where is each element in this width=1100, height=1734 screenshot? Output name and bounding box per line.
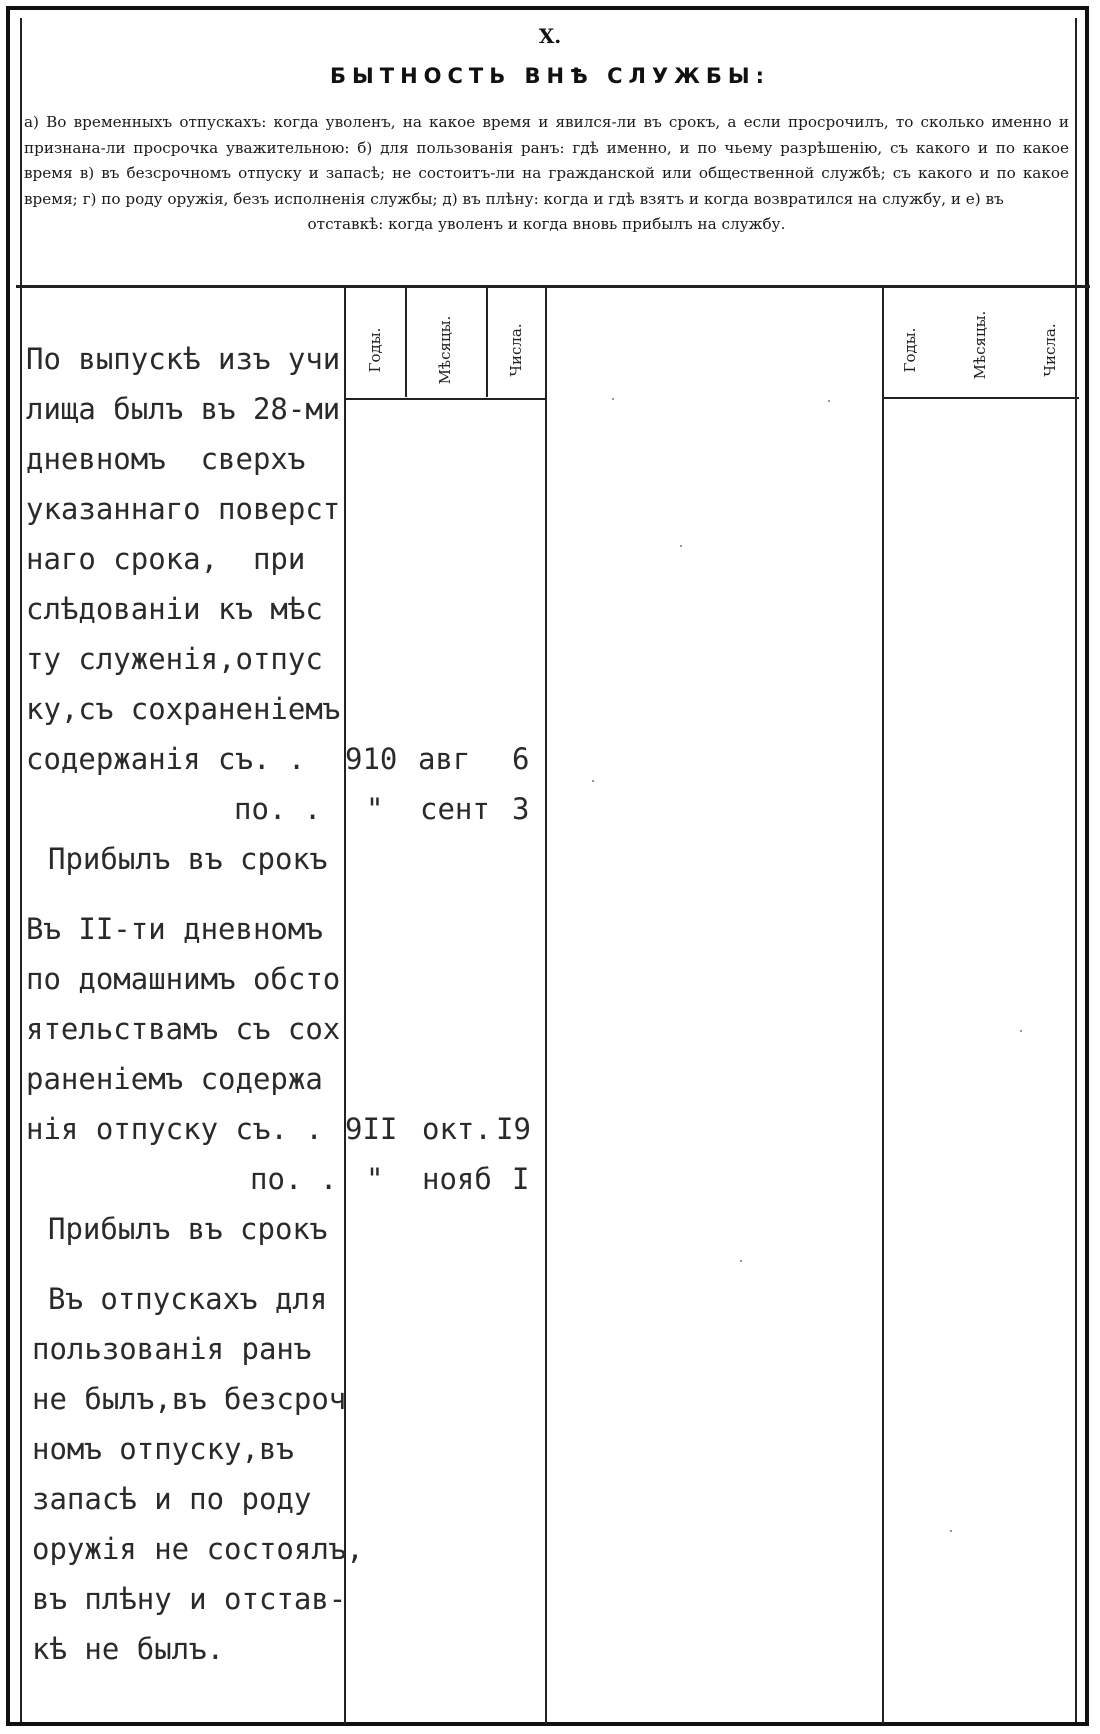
left-col-divider-3	[486, 287, 488, 397]
entry-2-to-year: "	[366, 1162, 384, 1196]
section-number: X.	[538, 24, 562, 48]
entry-1-line-5: наго срока, при	[26, 542, 306, 576]
section-title: БЫТНОСТЬ ВНѢ СЛУЖБЫ:	[329, 64, 771, 88]
entry-1-line-3: дневномъ сверхъ	[26, 442, 306, 476]
entry-3-line-3: не былъ,въ безсроч	[32, 1382, 347, 1416]
entry-2-from-month: окт.	[422, 1112, 492, 1146]
entry-3-line-4: номъ отпуску,въ	[32, 1432, 294, 1466]
entry-1-from-day: 6	[512, 742, 530, 776]
col-days-left: Числа.	[507, 323, 525, 377]
entry-2-line-2: по домашнимъ обсто	[26, 962, 341, 996]
entry-1-from-month: авг	[418, 742, 471, 776]
entry-3-line-1: Въ отпускахъ для	[48, 1282, 328, 1316]
entry-2-arrived: Прибылъ въ срокъ	[48, 1212, 328, 1246]
scan-speck	[592, 780, 594, 782]
entry-1-to-label: по. .	[234, 792, 322, 826]
entry-2-from-day: I9	[496, 1112, 531, 1146]
entry-1-line-7: ту служенія,отпус	[26, 642, 323, 676]
left-col-divider-1	[344, 287, 346, 1724]
scan-speck	[1020, 1030, 1022, 1032]
entry-1-line-2: лища былъ въ 28-ми	[26, 392, 341, 426]
header-divider	[16, 285, 1090, 288]
col-days-right: Числа.	[1041, 323, 1059, 377]
entry-2-to-day: I	[512, 1162, 530, 1196]
entry-1-to-day: 3	[512, 792, 530, 826]
entry-1-line-6: слѣдованіи къ мѣс	[26, 592, 323, 626]
left-col-divider-2	[405, 287, 407, 397]
entry-1-line-8: ку,съ сохраненіемъ	[26, 692, 341, 726]
right-col-divider-1	[882, 287, 884, 1724]
col-years-right: Годы.	[901, 327, 919, 373]
entry-3-line-7: въ плѣну и отстав-	[32, 1582, 347, 1616]
right-head-underline	[882, 397, 1079, 399]
entry-2-line-4: раненіемъ содержа	[26, 1062, 323, 1096]
scan-speck	[740, 1260, 742, 1262]
instructions-text	[24, 110, 1069, 238]
entry-3-line-2: пользованія ранъ	[32, 1332, 312, 1366]
instructions-body: а) Во временныхъ отпускахъ: когда уволенъ, на какое время и явился-ли въ срокъ, а если просрочилъ, то сколько именно и признана-ли просрочка уважительною: б) для пользованія ранъ: гдѣ именно, и по чьему разрѣшенію, съ какого и по какое время в) въ безсрочномъ отпуску и запасѣ; не состоитъ-ли на гражданской или общественной службѣ; съ какого и по какое время; г) по роду оружія, безъ исполненія службы; д) въ плѣну: когда и гдѣ взятъ и когда возвратился на службу, и е) въ	[24, 113, 1069, 208]
col-months-left: Мѣсяцы.	[436, 315, 454, 385]
left-col-divider-4	[545, 287, 547, 1724]
entry-2-line-5: нія отпуску съ. .	[26, 1112, 323, 1146]
instructions-last-line: отставкѣ: когда уволенъ и когда вновь прибылъ на службу.	[307, 215, 786, 233]
scan-speck	[612, 398, 614, 400]
scan-speck	[950, 1530, 952, 1532]
col-years-left: Годы.	[366, 327, 384, 373]
entry-3-line-6: оружія не состоялъ,	[32, 1532, 364, 1566]
entry-3-line-8: кѣ не былъ.	[32, 1632, 225, 1666]
col-months-right: Мѣсяцы.	[971, 310, 989, 380]
entry-2-line-3: ятельствамъ съ сох	[26, 1012, 341, 1046]
entry-1-to-month: сент	[420, 792, 490, 826]
entry-1-from-year: 910	[345, 742, 398, 776]
entry-1-line-1: По выпускѣ изъ учи	[26, 342, 341, 376]
entry-2-to-month: нояб	[422, 1162, 492, 1196]
entry-1-line-4: указаннаго поверст	[26, 492, 341, 526]
entry-2-from-year: 9II	[345, 1112, 398, 1146]
entry-1-to-year: "	[366, 792, 384, 826]
scan-speck	[680, 545, 682, 547]
entry-3-line-5: запасѣ и по роду	[32, 1482, 312, 1516]
entry-1-line-9: содержанія съ. .	[26, 742, 306, 776]
entry-2-to-label: по. .	[250, 1162, 338, 1196]
entry-1-arrived: Прибылъ въ срокъ	[48, 842, 328, 876]
entry-2-line-1: Въ II-ти дневномъ	[26, 912, 323, 946]
scan-speck	[828, 400, 830, 402]
left-head-underline	[344, 398, 545, 400]
